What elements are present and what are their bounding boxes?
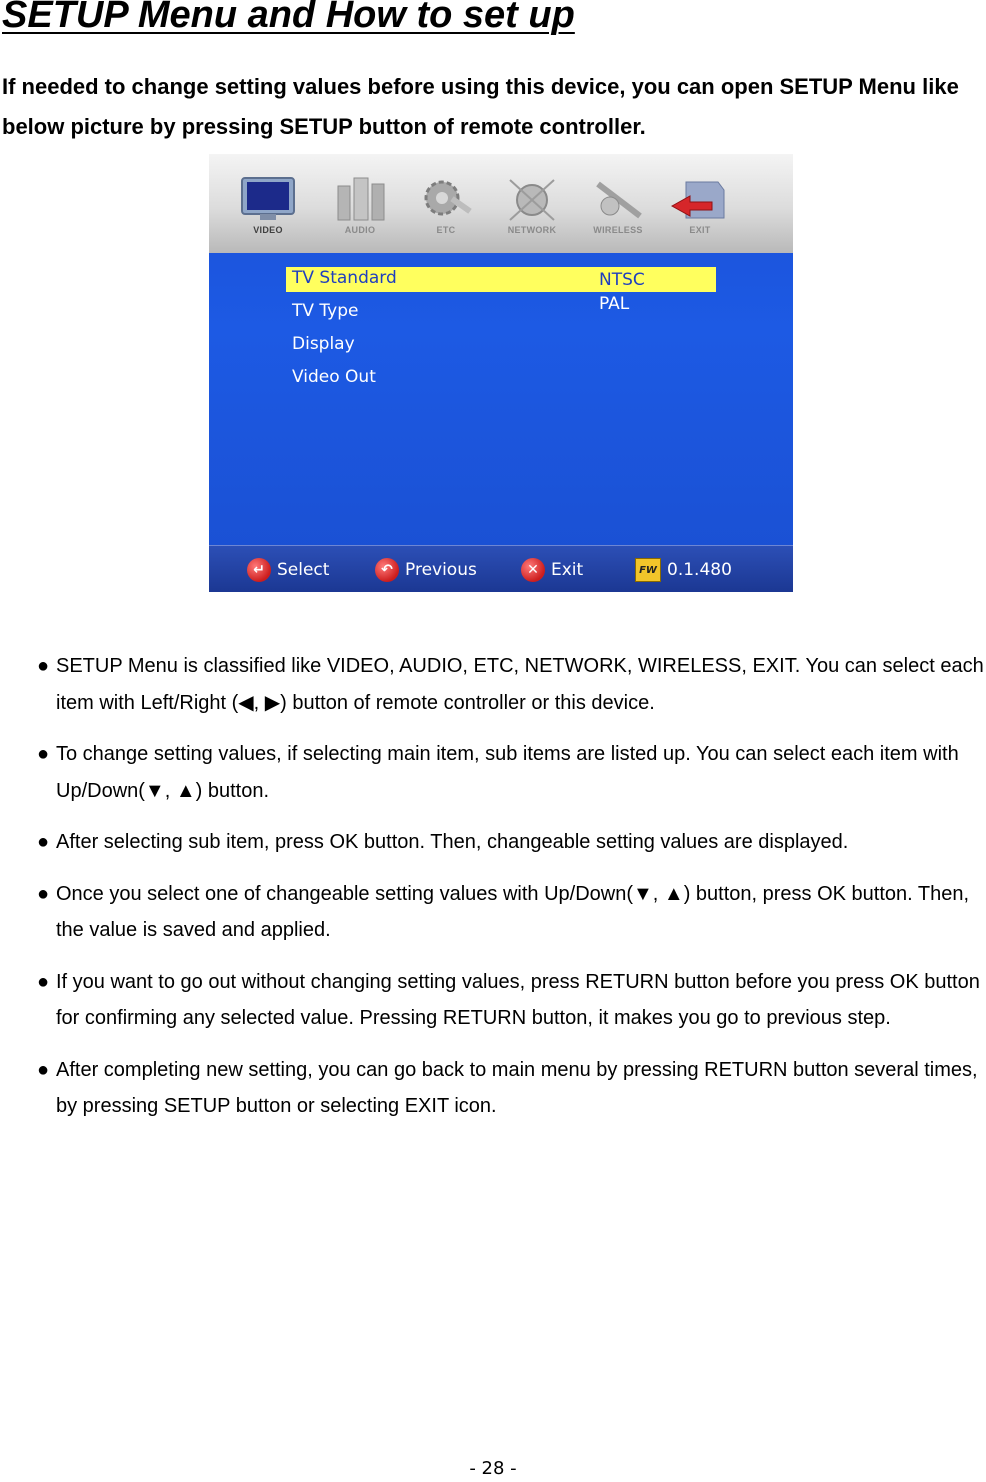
category-label: VIDEO bbox=[253, 225, 283, 235]
category-bar bbox=[209, 154, 793, 253]
bullet-icon: ● bbox=[37, 970, 50, 993]
exit-icon bbox=[668, 176, 732, 222]
bullet-icon: ● bbox=[37, 1058, 50, 1081]
list-item bbox=[20, 736, 986, 809]
list-item bbox=[20, 648, 986, 721]
enter-icon: ↵ bbox=[247, 558, 271, 582]
instruction-list bbox=[20, 648, 986, 1140]
page-number: - 28 - bbox=[469, 1458, 517, 1479]
page-title: SETUP Menu and How to set up bbox=[2, 0, 575, 36]
list-item-text: Once you select one of changeable setting values with Up/Down(▼, ▲) button, press OK button. Then, the value is saved and applied. bbox=[56, 882, 970, 941]
list-item-text: If you want to go out without changing setting values, press RETURN button before you press OK button for confirming any selected value. Pressing RETURN button, it makes you go to previous step. bbox=[56, 970, 980, 1029]
category-label: EXIT bbox=[689, 225, 711, 235]
category-label: NETWORK bbox=[507, 225, 557, 235]
globe-icon bbox=[500, 176, 564, 222]
list-item-text: SETUP Menu is classified like VIDEO, AUDIO, ETC, NETWORK, WIRELESS, EXIT. You can select each item with Left/Right (◀, ▶) button of remote controller or this device. bbox=[56, 655, 984, 714]
previous-label: Previous bbox=[405, 560, 477, 580]
exit-button-icon: ✕ bbox=[521, 558, 545, 582]
list-item bbox=[20, 876, 986, 949]
speakers-icon bbox=[328, 176, 392, 222]
category-audio[interactable] bbox=[321, 176, 399, 246]
category-video[interactable] bbox=[229, 176, 307, 246]
return-icon: ↶ bbox=[375, 558, 399, 582]
category-label: AUDIO bbox=[344, 225, 376, 235]
list-item-text: To change setting values, if selecting main item, sub items are listed up. You can select each item with Up/Down(▼, ▲) button. bbox=[56, 743, 959, 802]
intro-paragraph: If needed to change setting values before using this device, you can open SETUP Menu like below picture by pressing SETUP button of remote controller. bbox=[2, 74, 959, 139]
menu-item-tv-type[interactable]: TV Type bbox=[292, 301, 359, 321]
list-item-text: After completing new setting, you can go back to main menu by pressing RETURN button several times, by pressing SETUP button or selecting EXIT icon. bbox=[56, 1058, 978, 1117]
exit-hint[interactable] bbox=[521, 558, 583, 582]
list-item bbox=[20, 964, 986, 1037]
select-hint[interactable] bbox=[247, 558, 329, 582]
list-item bbox=[20, 1052, 986, 1125]
bullet-icon: ● bbox=[37, 655, 50, 677]
firmware-info bbox=[635, 558, 732, 582]
bullet-icon: ● bbox=[37, 882, 50, 905]
fw-version: 0.1.480 bbox=[667, 560, 732, 580]
category-wireless[interactable] bbox=[579, 176, 657, 246]
list-item-text: After selecting sub item, press OK button. Then, changeable setting values are displayed. bbox=[56, 831, 849, 853]
menu-item-tv-standard[interactable]: TV Standard bbox=[292, 268, 397, 288]
value-pal[interactable]: PAL bbox=[599, 294, 630, 314]
previous-hint[interactable] bbox=[375, 558, 477, 582]
antenna-icon bbox=[586, 176, 650, 222]
value-ntsc[interactable]: NTSC bbox=[599, 270, 645, 290]
category-exit[interactable] bbox=[661, 176, 739, 246]
menu-item-display[interactable]: Display bbox=[292, 334, 355, 354]
category-network[interactable] bbox=[493, 176, 571, 246]
category-label: WIRELESS bbox=[593, 225, 643, 235]
bullet-icon: ● bbox=[37, 743, 50, 765]
hint-bar bbox=[209, 545, 793, 592]
bullet-icon: ● bbox=[37, 831, 50, 853]
fw-badge-icon: FW bbox=[635, 558, 661, 582]
category-label: ETC bbox=[436, 225, 456, 235]
exit-label: Exit bbox=[551, 560, 584, 580]
select-label: Select bbox=[277, 560, 330, 580]
gears-icon bbox=[414, 176, 478, 222]
setup-menu-screenshot bbox=[209, 154, 793, 592]
menu-item-video-out[interactable]: Video Out bbox=[292, 367, 376, 387]
list-item bbox=[20, 824, 986, 861]
tv-icon bbox=[236, 176, 300, 222]
category-etc[interactable] bbox=[407, 176, 485, 246]
